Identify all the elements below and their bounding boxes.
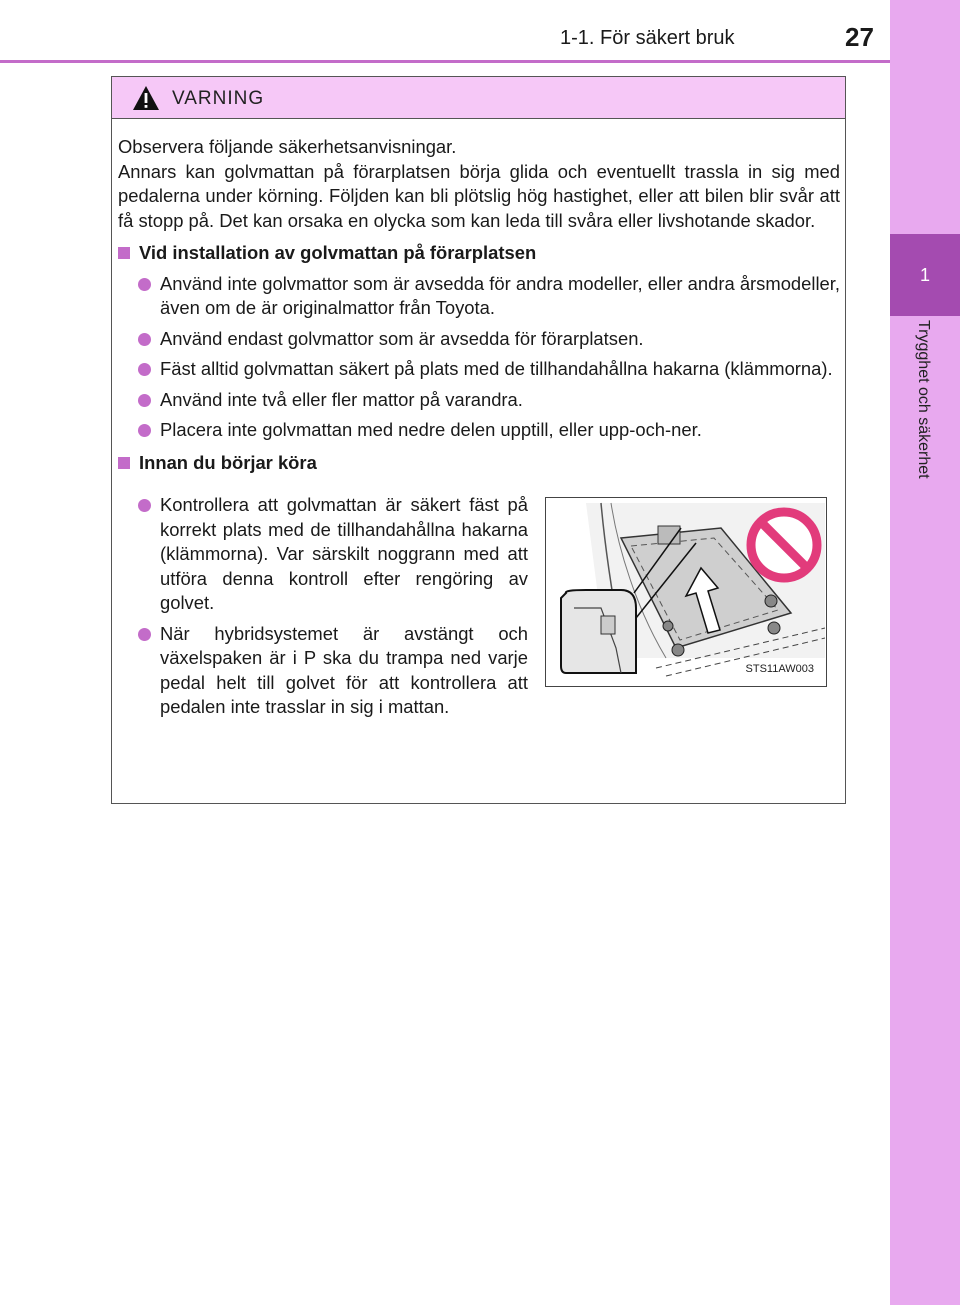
list-item [138, 493, 528, 616]
before-driving-list [118, 479, 528, 726]
round-bullet-icon [138, 333, 151, 346]
section-heading-installation [118, 241, 840, 266]
warning-title: VARNING [172, 88, 265, 109]
header-rule [0, 60, 890, 63]
list-item [138, 327, 840, 352]
section-heading-text: Vid installation av golvmattan på förarplatsen [139, 242, 537, 263]
warning-body [118, 135, 840, 769]
round-bullet-icon [138, 363, 151, 376]
list-item-text: Kontrollera att golvmattan är säkert fäst på korrekt plats med de tillhandahållna hakarna (klämmorna). Var särskilt noggrann med att utföra denna kontroll efter rengöring av golvet. [160, 494, 528, 613]
warning-triangle-icon [132, 85, 160, 111]
list-item [138, 272, 840, 321]
warning-intro-2: Annars kan golvmattan på förarplatsen börja glida och eventuellt trassla in sig med pedalerna under körning. Följden kan bli plötslig hög hastighet, eller att bilen blir svår att få stopp på. Det kan orsaka en olycka som kan leda till svåra eller livshotande skador. [118, 160, 840, 231]
page-number: 27 [845, 22, 874, 52]
chapter-title: Trygghet och säkerhet [915, 320, 932, 479]
square-bullet-icon [118, 457, 130, 469]
list-item [138, 418, 840, 443]
list-item-text: Använd inte golvmattor som är avsedda för andra modeller, eller andra årsmodeller, även om de är originalmattor från Toyota. [160, 272, 840, 318]
chapter-number: 1 [890, 234, 960, 316]
list-item-text: Placera inte golvmattan med nedre delen upptill, eller upp-och-ner. [160, 419, 702, 440]
round-bullet-icon [138, 424, 151, 437]
square-bullet-icon [118, 247, 130, 259]
warning-box [111, 76, 846, 804]
list-item-text: Använd endast golvmattor som är avsedda för förarplatsen. [160, 327, 644, 349]
floor-mat-illustration [545, 497, 827, 687]
section-title: 1-1. För säkert bruk [560, 27, 735, 49]
list-item-text: När hybridsystemet är avstängt och växelspaken är i P ska du trampa ned varje pedal helt till golvet för att kontrollera att pedalen inte trasslar in sig i mattan. [160, 622, 528, 717]
warning-header [112, 77, 845, 119]
round-bullet-icon [138, 278, 151, 291]
round-bullet-icon [138, 499, 151, 512]
warning-intro-1: Observera följande säkerhetsanvisningar. [118, 136, 457, 157]
list-item [138, 622, 528, 720]
round-bullet-icon [138, 394, 151, 407]
figure-code: STS11AW003 [745, 662, 814, 675]
list-item-text: Använd inte två eller fler mattor på varandra. [160, 388, 523, 410]
round-bullet-icon [138, 628, 151, 641]
list-item-text: Fäst alltid golvmattan säkert på plats med de tillhandahållna hakarna (klämmorna). [160, 358, 833, 379]
section-heading-text: Innan du börjar köra [139, 451, 317, 473]
before-driving-content [118, 479, 840, 769]
list-item [138, 357, 840, 382]
section-heading-before-driving [118, 451, 840, 476]
list-item [138, 388, 840, 413]
side-tab [890, 0, 960, 1305]
